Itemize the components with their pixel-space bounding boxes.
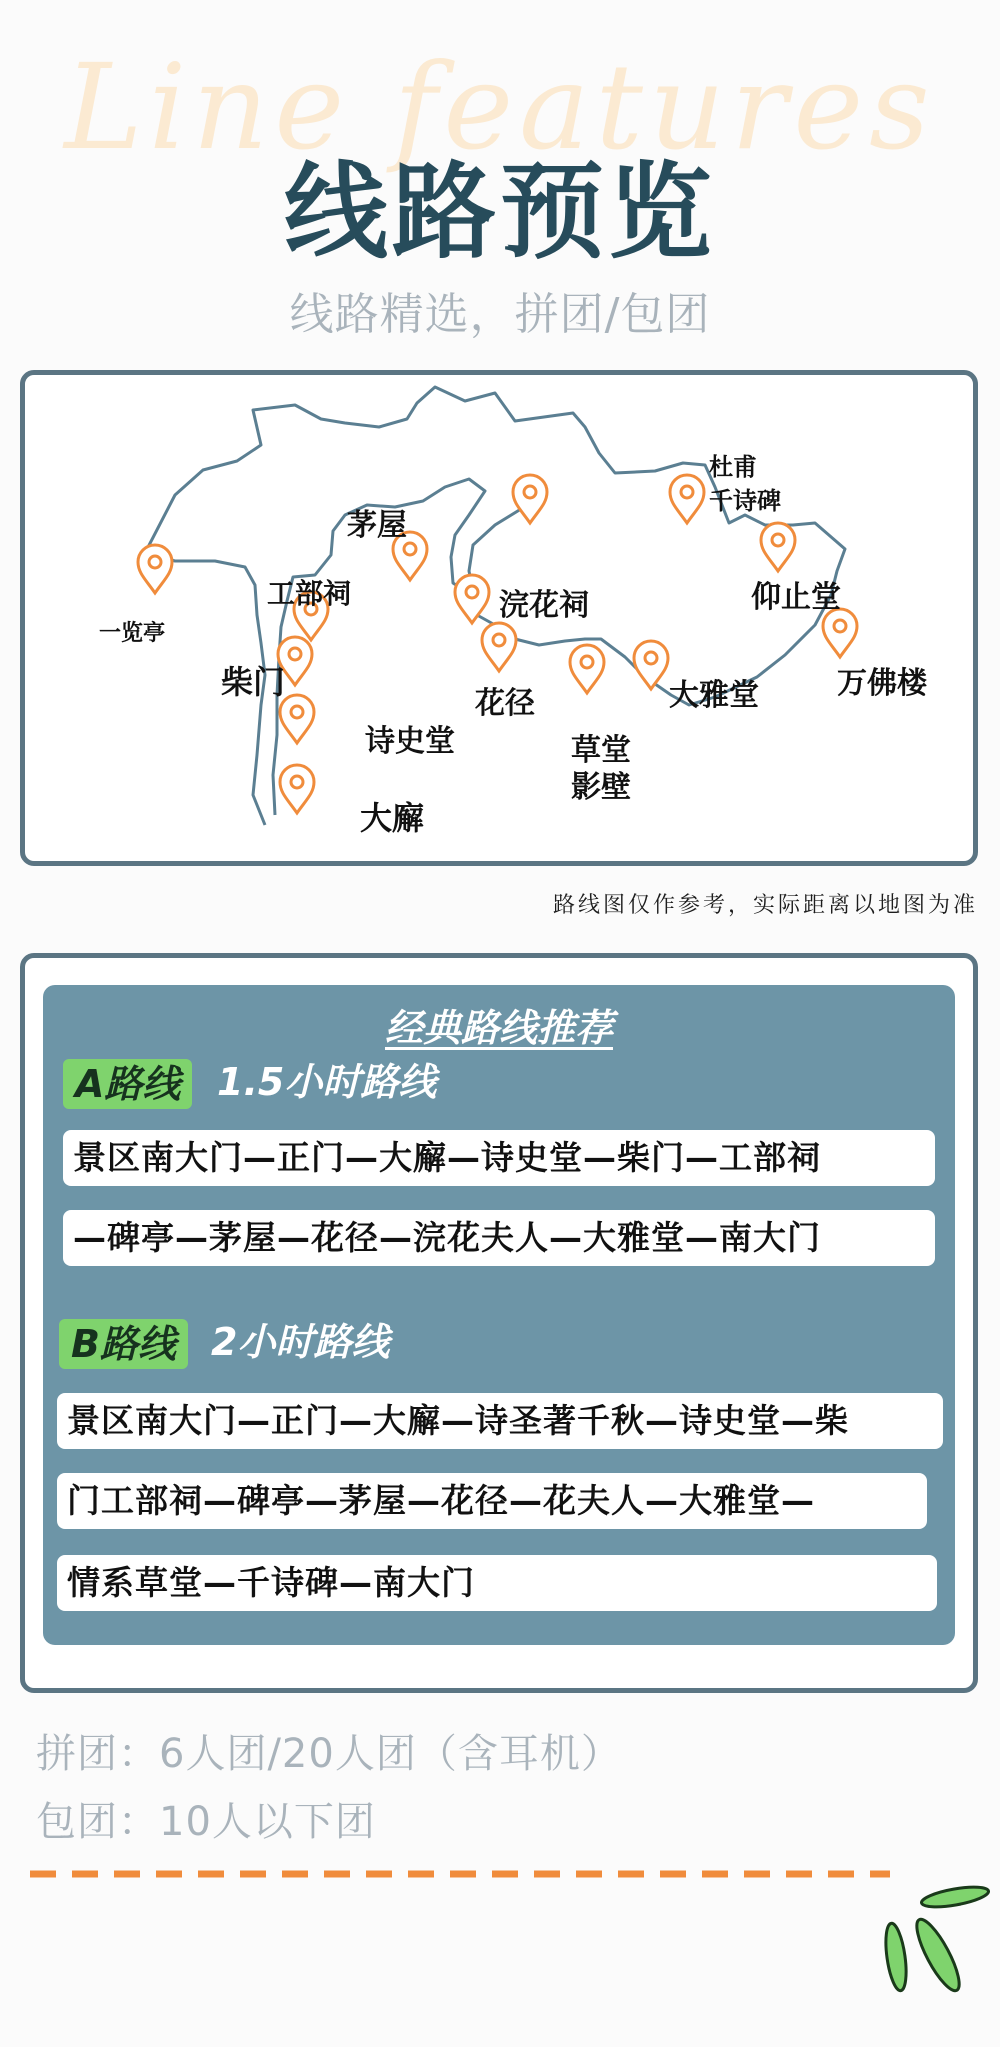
route-a-line-1: 景区南大门—正门—大廨—诗史堂—柴门—工部祠 — [63, 1130, 935, 1186]
map-note: 路线图仅作参考，实际距离以地图为准 — [552, 893, 978, 918]
map-card — [20, 370, 978, 866]
private-tour-info: 包团：10人以下团 — [36, 1799, 376, 1845]
map-label-wanfolou: 万佛楼 — [837, 666, 927, 701]
map-label-dufu-1: 杜甫 — [709, 453, 757, 481]
route-b-line-2: 门工部祠—碑亭—茅屋—花径—花夫人—大雅堂— — [57, 1473, 927, 1529]
route-b-tag: B路线 — [59, 1319, 188, 1369]
route-b-duration: 2小时路线 — [211, 1320, 390, 1364]
watermark-text: Line features — [64, 38, 936, 176]
leaf-decoration-icon — [860, 1875, 990, 2005]
page-title: 线路预览 — [283, 151, 716, 273]
page-subtitle: 线路精选，拼团/包团 — [289, 289, 711, 340]
route-b-line-3: 情系草堂—千诗碑—南大门 — [57, 1555, 937, 1611]
route-a-tag: A路线 — [63, 1059, 192, 1109]
map-label-huanhuaci: 浣花祠 — [499, 588, 589, 623]
route-map — [25, 375, 973, 861]
map-label-maowu: 茅屋 — [347, 508, 407, 543]
pin-icon — [513, 475, 547, 523]
route-a-duration: 1.5小时路线 — [217, 1060, 437, 1104]
pin-icon — [761, 523, 795, 571]
map-label-caotang-2: 影壁 — [571, 770, 631, 805]
group-tour-info: 拼团：6人团/20人团（含耳机） — [36, 1731, 622, 1777]
map-label-shishitang: 诗史堂 — [365, 724, 455, 759]
map-label-huajing: 花径 — [475, 686, 535, 721]
pin-icon — [455, 575, 489, 623]
dashed-divider — [30, 1868, 890, 1880]
map-label-chaimen: 柴门 — [221, 663, 286, 701]
map-label-dayatang: 大雅堂 — [669, 678, 759, 713]
map-label-dalang: 大廨 — [360, 799, 425, 837]
map-label-caotang-1: 草堂 — [571, 733, 631, 768]
routes-panel — [43, 985, 955, 1645]
pin-icon — [570, 645, 604, 693]
route-b-line-1: 景区南大门—正门—大廨—诗圣著千秋—诗史堂—柴 — [57, 1393, 943, 1449]
map-label-yangzhitang: 仰止堂 — [751, 580, 841, 615]
pin-icon — [823, 609, 857, 657]
pin-icon — [670, 475, 704, 523]
route-a-line-2: —碑亭—茅屋—花径—浣花夫人—大雅堂—南大门 — [63, 1210, 935, 1266]
pin-icon — [138, 545, 172, 593]
map-label-yilanting: 一览亭 — [99, 621, 166, 646]
routes-title: 经典路线推荐 — [384, 1006, 613, 1050]
map-label-dufu-2: 千诗碑 — [709, 487, 781, 515]
pin-icon — [280, 695, 314, 743]
pin-icon — [634, 641, 668, 689]
pin-icon — [482, 623, 516, 671]
map-label-gongbuci: 工部祠 — [267, 577, 352, 610]
pin-icon — [280, 765, 314, 813]
